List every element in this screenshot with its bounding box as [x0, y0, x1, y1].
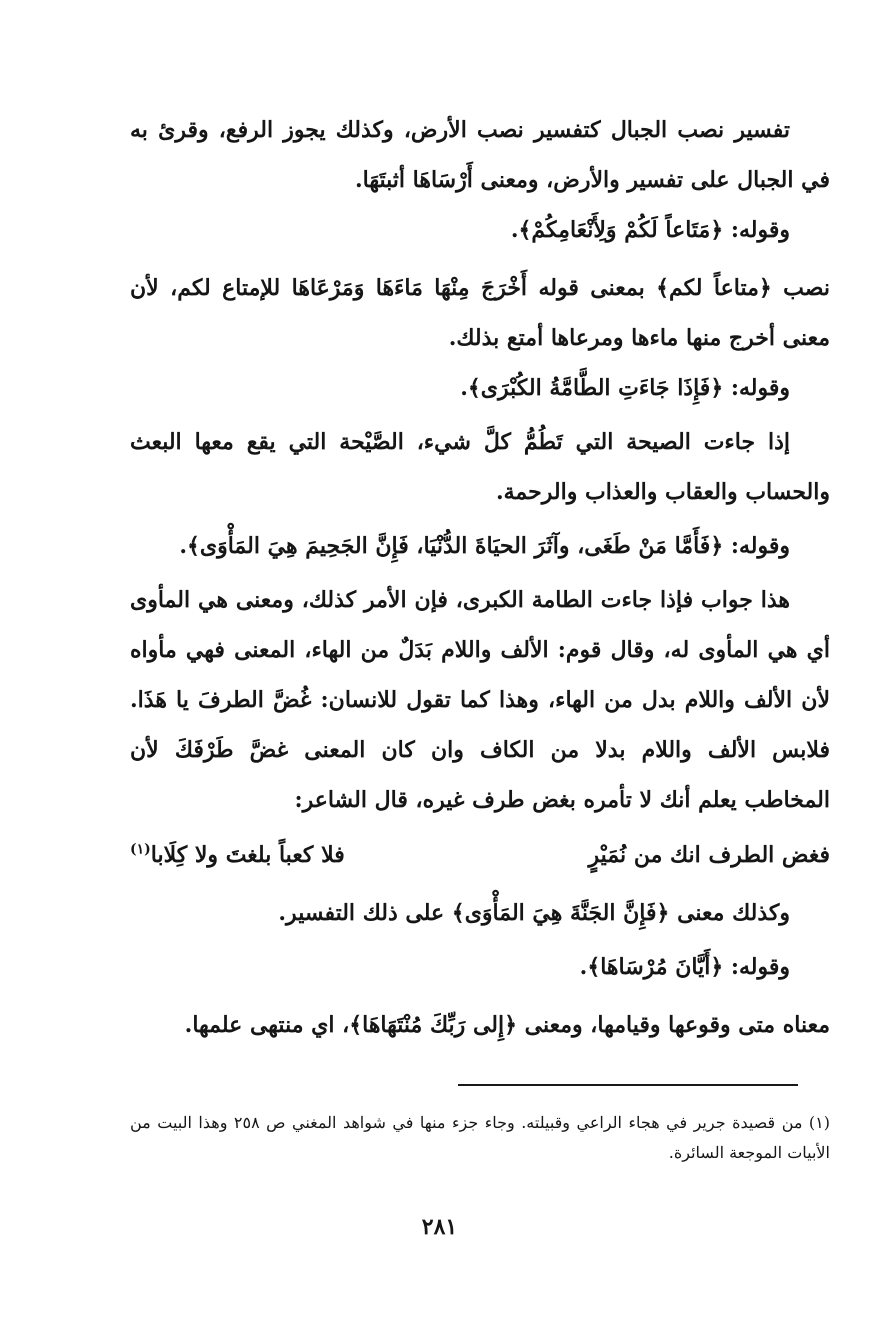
- paragraph-5: إذا جاءت الصيحة التي تَطُمُّ كلَّ شيء، الصَّيْحة التي يقع معها البعث والحساب والعقاب والعذاب والرحمة.: [130, 429, 830, 505]
- paragraph-3: نصب ﴿متاعاً لكم﴾ بمعنى قوله أَخْرَجَ مِنْهَا مَاءَهَا وَمَرْعَاهَا للإمتاع لكم، لأن معنى أخرج منها ماءها ومرعاها أمتع بذلك.: [130, 275, 830, 351]
- paragraph-6-quote: وقوله: ﴿فَأَمَّا مَنْ طَغَى، وآثَرَ الحيَاةَ الدُّنْيَا، فَإِنَّ الجَحِيمَ هِيَ المَأْوَى﴾.: [179, 533, 790, 559]
- verse-first-hemistich: فغض الطرف انك من نُمَيْرٍ: [588, 842, 830, 868]
- footnote-marker: (١): [130, 841, 151, 858]
- paragraph-1: تفسير نصب الجبال كتفسير نصب الأرض، وكذلك يجوز الرفع، وقرئ به في الجبال على تفسير والأرض، ومعنى أَرْسَاهَا أثبتَهَا.: [130, 117, 830, 193]
- verse-second-hemistich: فلا كعباً بلغتَ ولا كِلَابا: [150, 842, 345, 868]
- footnote-text: (١) من قصيدة جرير في هجاء الراعي وقبيلته. وجاء جزء منها في شواهد المغني ص ٢٥٨ وهذا البيت من الأبيات الموجعة السائرة.: [130, 1113, 831, 1162]
- page-number: ٢٨١: [421, 1214, 458, 1240]
- verse-second-hemistich-wrap: [130, 830, 345, 880]
- paragraph-2-quote: وقوله: ﴿مَتَاعاً لَكُمْ وَلِأَنْعَامِكُمْ﴾.: [510, 217, 790, 243]
- paragraph-8-quote: وكذلك معنى ﴿فَإِنَّ الجَنَّةَ هِيَ المَأْوَى﴾ على ذلك التفسير.: [278, 900, 790, 926]
- paragraph-9-quote: وقوله: ﴿أَيَّانَ مُرْسَاهَا﴾.: [579, 954, 790, 980]
- paragraph-4-quote: وقوله: ﴿فَإِذَا جَاءَتِ الطَّامَّةُ الكُبْرَى﴾.: [460, 375, 790, 401]
- footnote-separator: [458, 1084, 798, 1086]
- paragraph-10: معناه متى وقوعها وقيامها، ومعنى ﴿إِلى رَبِّكَ مُنْتَهَاهَا﴾، اي منتهى علمها.: [184, 1012, 830, 1038]
- main-text-lower: [130, 888, 830, 1050]
- paragraph-7: هذا جواب فإذا جاءت الطامة الكبرى، فإن الأمر كذلك، ومعنى هي المأوى أي هي المأوى له، وقال قوم: الألف واللام بَدَلٌ من الهاء، المعنى فهي مأواه لأن الألف واللام بدل من الهاء، وهذا كما تقول للانسان: غُضَّ الطرفَ يا هَذَا. فلابس الألف واللام بدلا من الكاف وان كان المعنى غضَّ طَرْفَكَ لأن المخاطب يعلم أنك لا تأمره بغض طرف غيره، قال الشاعر:: [130, 587, 830, 813]
- poetry-verse: [130, 830, 830, 880]
- main-text-upper: [130, 105, 830, 825]
